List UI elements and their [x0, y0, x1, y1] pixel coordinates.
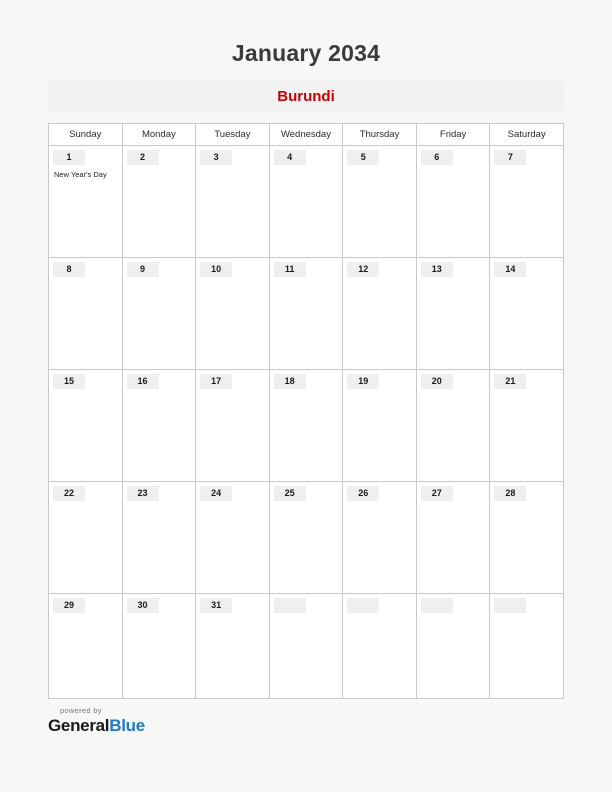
calendar-week-row	[49, 370, 564, 482]
day-number	[274, 598, 306, 613]
calendar-day-cell[interactable]	[49, 370, 123, 482]
calendar-day-cell[interactable]	[269, 370, 343, 482]
calendar-day-cell[interactable]	[343, 482, 417, 594]
calendar-day-cell[interactable]	[49, 258, 123, 370]
calendar-day-cell[interactable]	[122, 594, 196, 699]
calendar-day-cell[interactable]	[122, 482, 196, 594]
day-number: 23	[127, 486, 159, 501]
calendar-day-cell-empty	[490, 594, 564, 699]
calendar-day-cell[interactable]	[196, 146, 270, 258]
weekday-header-row	[49, 124, 564, 146]
day-number: 12	[347, 262, 379, 277]
calendar-day-cell[interactable]	[416, 370, 490, 482]
calendar-day-cell[interactable]	[49, 146, 123, 258]
weekday-header-thursday: Thursday	[343, 124, 417, 146]
day-number: 8	[53, 262, 85, 277]
weekday-header-tuesday: Tuesday	[196, 124, 270, 146]
calendar-day-cell[interactable]	[343, 370, 417, 482]
day-number	[494, 598, 526, 613]
day-number: 20	[421, 374, 453, 389]
day-number: 2	[127, 150, 159, 165]
day-number: 4	[274, 150, 306, 165]
day-number: 25	[274, 486, 306, 501]
day-number: 28	[494, 486, 526, 501]
day-number: 15	[53, 374, 85, 389]
day-number: 5	[347, 150, 379, 165]
country-banner	[48, 81, 564, 111]
calendar-day-cell[interactable]	[269, 258, 343, 370]
day-number: 21	[494, 374, 526, 389]
day-number: 18	[274, 374, 306, 389]
brand-name-first: General	[48, 716, 110, 735]
calendar-day-cell[interactable]	[416, 258, 490, 370]
day-number: 9	[127, 262, 159, 277]
calendar-day-cell[interactable]	[122, 258, 196, 370]
calendar-day-cell[interactable]	[343, 146, 417, 258]
calendar-day-cell[interactable]	[196, 482, 270, 594]
weekday-header-wednesday: Wednesday	[269, 124, 343, 146]
day-number: 19	[347, 374, 379, 389]
calendar-day-cell[interactable]	[122, 146, 196, 258]
day-number: 6	[421, 150, 453, 165]
calendar-day-cell[interactable]	[490, 146, 564, 258]
calendar-week-row	[49, 594, 564, 699]
calendar-day-cell[interactable]	[343, 258, 417, 370]
calendar-week-row	[49, 482, 564, 594]
calendar-day-cell[interactable]	[196, 258, 270, 370]
day-number: 17	[200, 374, 232, 389]
weekday-header-sunday: Sunday	[49, 124, 123, 146]
day-number: 24	[200, 486, 232, 501]
day-number	[347, 598, 379, 613]
calendar-day-cell[interactable]	[416, 146, 490, 258]
day-number: 29	[53, 598, 85, 613]
calendar-day-cell[interactable]	[196, 594, 270, 699]
brand-logo[interactable]	[48, 716, 145, 736]
calendar-grid	[48, 123, 564, 699]
calendar-day-cell[interactable]	[490, 370, 564, 482]
page-title: January 2034	[231, 40, 381, 66]
day-number: 14	[494, 262, 526, 277]
calendar-day-cell-empty	[269, 594, 343, 699]
weekday-header-saturday: Saturday	[490, 124, 564, 146]
day-number: 27	[421, 486, 453, 501]
day-number: 30	[127, 598, 159, 613]
powered-by-label: powered by	[60, 706, 102, 715]
day-number: 22	[53, 486, 85, 501]
day-number: 13	[421, 262, 453, 277]
day-number	[421, 598, 453, 613]
calendar-day-cell[interactable]	[269, 146, 343, 258]
day-number: 16	[127, 374, 159, 389]
calendar-week-row	[49, 258, 564, 370]
day-number: 11	[274, 262, 306, 277]
day-event: New Year's Day	[54, 170, 107, 179]
day-number: 1	[53, 150, 85, 165]
calendar-day-cell[interactable]	[49, 482, 123, 594]
day-number: 26	[347, 486, 379, 501]
calendar-day-cell[interactable]	[416, 482, 490, 594]
calendar-day-cell[interactable]	[196, 370, 270, 482]
day-number: 31	[200, 598, 232, 613]
day-number: 10	[200, 262, 232, 277]
calendar-day-cell[interactable]	[269, 482, 343, 594]
country-label: Burundi	[277, 87, 335, 105]
calendar-day-cell[interactable]	[122, 370, 196, 482]
weekday-header-monday: Monday	[122, 124, 196, 146]
day-number: 7	[494, 150, 526, 165]
brand-name-second: Blue	[109, 716, 145, 735]
calendar-day-cell[interactable]	[490, 258, 564, 370]
weekday-header-friday: Friday	[416, 124, 490, 146]
footer	[48, 706, 145, 736]
calendar-day-cell[interactable]	[49, 594, 123, 699]
calendar-day-cell-empty	[416, 594, 490, 699]
calendar-day-cell[interactable]	[490, 482, 564, 594]
calendar-week-row	[49, 146, 564, 258]
day-number: 3	[200, 150, 232, 165]
calendar-day-cell-empty	[343, 594, 417, 699]
